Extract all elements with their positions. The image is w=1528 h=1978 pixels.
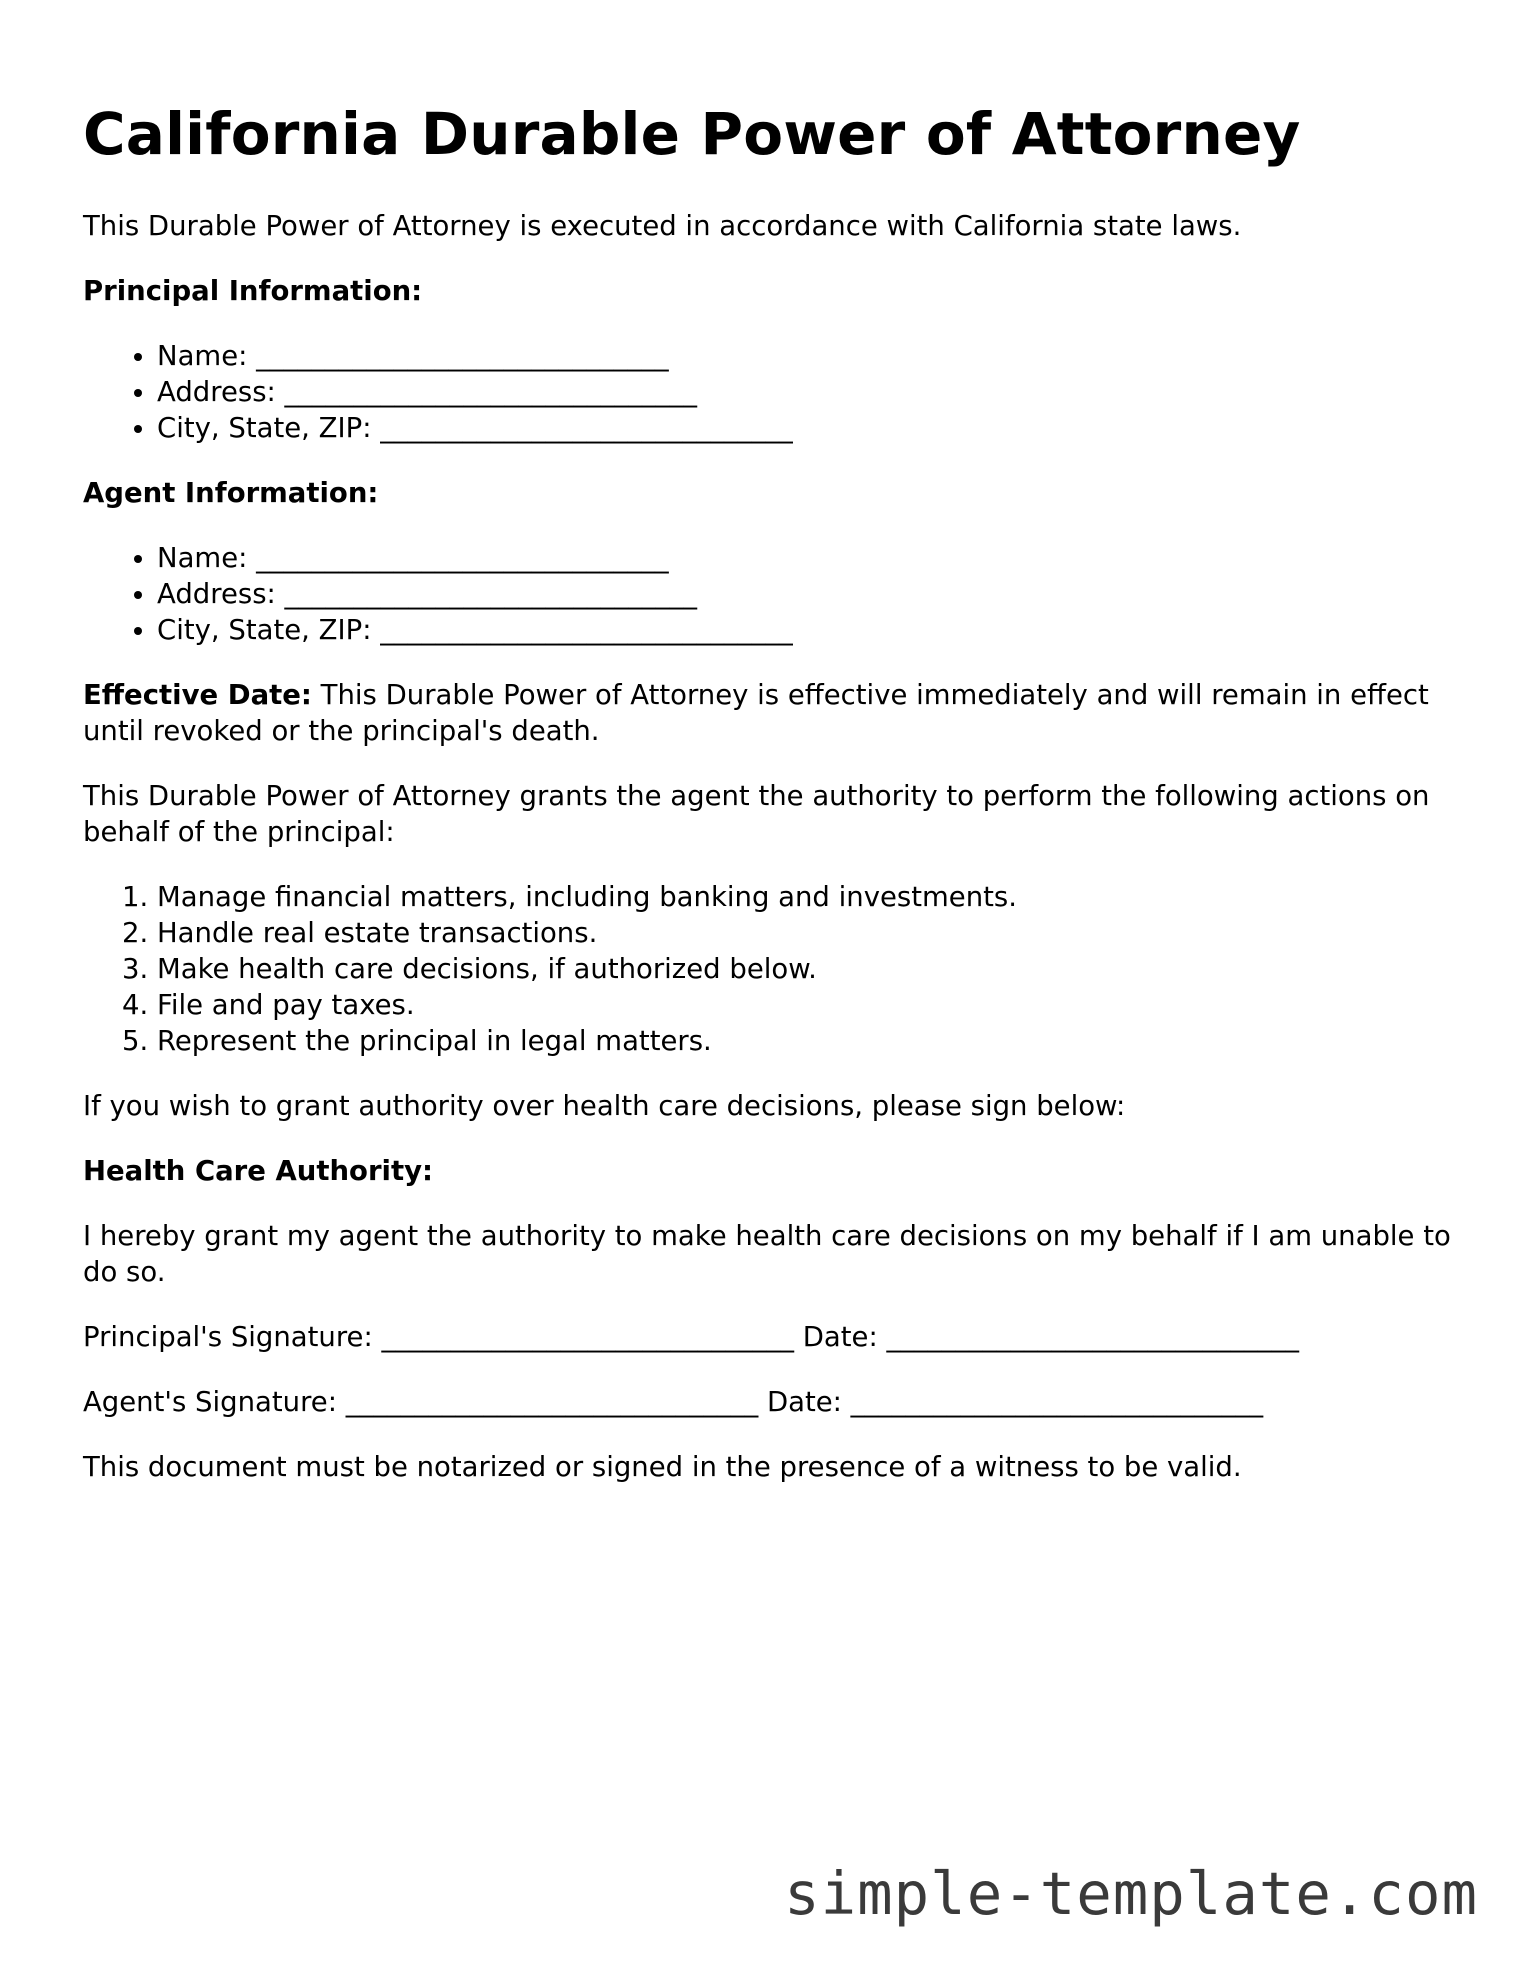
health-care-paragraph: I hereby grant my agent the authority to make health care decisions on my behalf if I am unable to do so. xyxy=(83,1219,1451,1288)
principal-city-state-zip-field: • City, State, ZIP: ______________________________ xyxy=(157,410,1463,446)
principal-heading: Principal Information: xyxy=(83,274,423,307)
agent-fields-list xyxy=(83,540,1463,648)
health-care-heading: Health Care Authority: xyxy=(83,1154,434,1187)
health-prompt-paragraph: If you wish to grant authority over health care decisions, please sign below: xyxy=(83,1089,1126,1122)
document-page xyxy=(83,100,1463,1514)
principal-fields-list xyxy=(83,338,1463,446)
principal-name-field: • Name: ______________________________ xyxy=(157,338,1463,374)
powers-list xyxy=(83,879,1463,1059)
agent-address-field: • Address: ______________________________ xyxy=(157,576,1463,612)
agent-heading: Agent Information: xyxy=(83,476,379,509)
effective-date-text: This Durable Power of Attorney is effective immediately and will remain in effect until revoked or the principal's death. xyxy=(83,678,1429,747)
agent-signature-line: Agent's Signature: ______________________________ Date: ______________________________ xyxy=(83,1385,1264,1418)
agent-city-state-zip-field: • City, State, ZIP: ______________________________ xyxy=(157,612,1463,648)
grants-intro-paragraph: This Durable Power of Attorney grants the agent the authority to perform the following actions on behalf of the principal: xyxy=(83,779,1430,848)
effective-date-paragraph xyxy=(83,677,1463,749)
watermark-logo: simple-template.com xyxy=(784,1859,1478,1928)
document-title: California Durable Power of Attorney xyxy=(83,100,1301,168)
notarization-notice: This document must be notarized or signed in the presence of a witness to be valid. xyxy=(83,1450,1242,1483)
effective-date-label: Effective Date: xyxy=(83,678,312,711)
power-item: 4. File and pay taxes. xyxy=(157,987,1463,1023)
principal-address-field: • Address: ______________________________ xyxy=(157,374,1463,410)
power-item: 2. Handle real estate transactions. xyxy=(157,915,1463,951)
power-item: 1. Manage financial matters, including banking and investments. xyxy=(157,879,1463,915)
agent-name-field: • Name: ______________________________ xyxy=(157,540,1463,576)
power-item: 3. Make health care decisions, if authorized below. xyxy=(157,951,1463,987)
intro-paragraph: This Durable Power of Attorney is executed in accordance with California state laws. xyxy=(83,209,1242,242)
principal-signature-line: Principal's Signature: ______________________________ Date: ______________________________ xyxy=(83,1320,1299,1353)
power-item: 5. Represent the principal in legal matters. xyxy=(157,1023,1463,1059)
